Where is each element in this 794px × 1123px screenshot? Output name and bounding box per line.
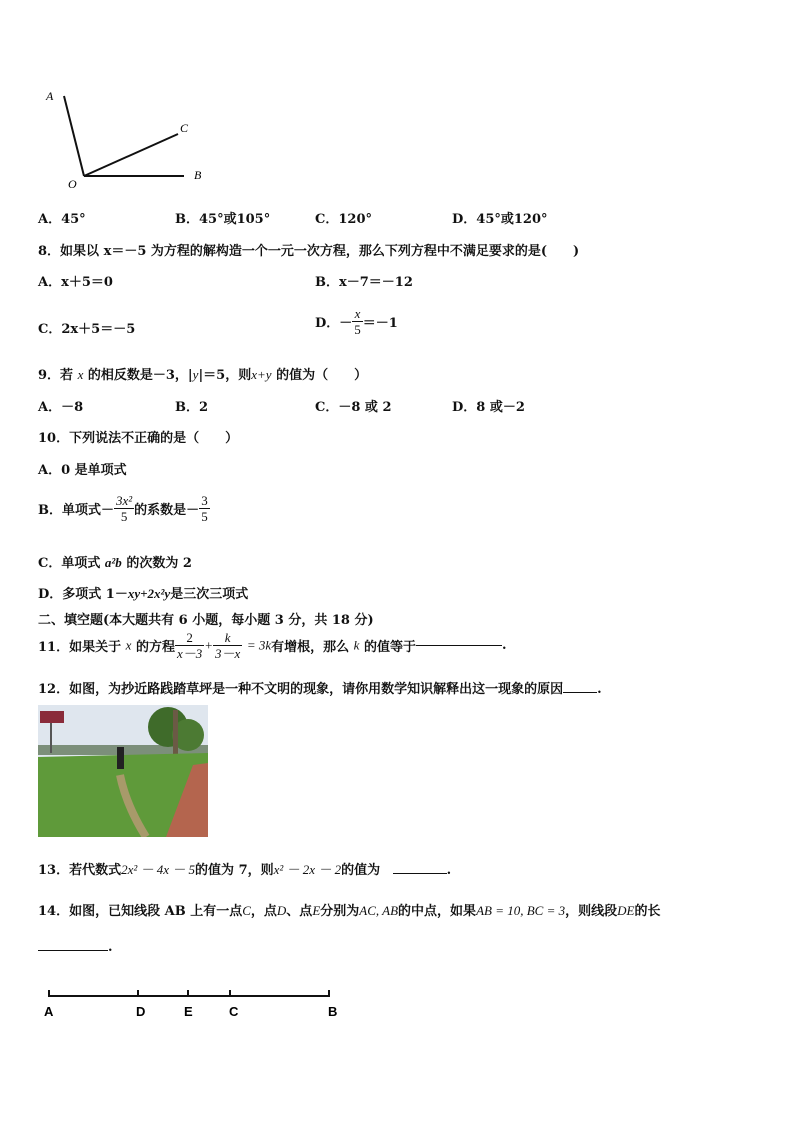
- q7-option-a: A．45°: [38, 212, 86, 227]
- q11-fraction-1: $\frac{2}{x-3}$: [176, 630, 203, 661]
- billboard: [40, 711, 64, 723]
- q7-option-d: D．45°或120°: [452, 212, 548, 227]
- q7-option-b: B．45°或105°: [175, 212, 271, 227]
- q10-b-fraction-2: $\frac{3}{5}$: [201, 493, 208, 524]
- q11-answer-blank[interactable]: [416, 645, 502, 646]
- section-heading: 二、填空题(本大题共有 6 小题，每小题 3 分，共 18 分): [38, 613, 374, 628]
- q7-option-c: C．120°: [315, 212, 372, 227]
- q9-stem: 9．若 x 的相反数是－3，|y|＝5，则x+y 的值为（ ）: [38, 367, 368, 383]
- label-O: O: [68, 177, 77, 191]
- q12-stem: 12．如图，为抄近路践踏草坪是一种不文明的现象，请你用数学知识解释出这一现象的原因 .: [38, 682, 602, 697]
- seg-label-B: B: [328, 1004, 338, 1019]
- seg-label-D: D: [136, 1004, 146, 1019]
- label-B: B: [194, 168, 202, 182]
- q11: 11．如果关于 x 的方程 $\frac{2}{x-3}$ + $\frac{k}{3-x}$ = 3k有增根，那么 k 的值等于 .: [38, 630, 507, 661]
- q8-option-b: B．x－7＝－12: [315, 275, 413, 290]
- q9-option-a: A．－8: [38, 400, 84, 415]
- q12-answer-blank[interactable]: [563, 680, 597, 693]
- seg-label-C: C: [229, 1004, 239, 1019]
- q14-answer-blank[interactable]: [38, 938, 108, 951]
- seg-label-E: E: [184, 1004, 193, 1019]
- q13: 13．若代数式2x² － 4x － 5的值为 7，则x² － 2x － 2的值为 .: [38, 862, 452, 878]
- q9-option-d: D．8 或－2: [452, 400, 525, 415]
- lawn-photo: [38, 705, 208, 837]
- q10-option-d: D．多项式 1－xy+2x²y是三次三项式: [38, 586, 249, 602]
- q10-option-c: C．单项式 a²b 的次数为 2: [38, 555, 192, 571]
- segment-figure: [40, 984, 350, 1024]
- q8-stem: 8．如果以 x＝－5 为方程的解构造一个一元一次方程，那么下列方程中不满足要求的是( ): [38, 244, 580, 259]
- seg-label-A: A: [44, 1004, 54, 1019]
- q8-option-c: C．2x＋5＝－5: [38, 322, 136, 337]
- q10-stem: 10．下列说法不正确的是（ ）: [38, 431, 239, 446]
- label-C: C: [180, 121, 189, 135]
- q13-answer-blank[interactable]: [393, 861, 447, 874]
- q9-option-c: C．－8 或 2: [315, 400, 392, 415]
- angle-figure: [40, 84, 220, 194]
- ray-OC: [84, 134, 178, 176]
- q8-option-a: A．x＋5＝0: [38, 275, 113, 290]
- person: [117, 747, 124, 769]
- q11-fraction-2: $\frac{k}{3-x}$: [215, 630, 241, 661]
- q8-option-d: D．－ $\frac{x}{5}$ ＝－1: [315, 306, 398, 337]
- billboard-pole: [50, 723, 52, 753]
- q14: 14．如图，已知线段 AB 上有一点C，点D、点E分别为AC, AB的中点，如果AB = 10, BC = 3，则线段DE的长: [38, 903, 661, 919]
- q8-d-fraction: $\frac{x}{5}$: [354, 306, 361, 337]
- q10-option-a: A．0 是单项式: [38, 463, 127, 478]
- q9-option-b: B．2: [175, 400, 209, 415]
- q10-option-b: B．单项式－ $\frac{\text{3x²}}{5}$ 的系数是－ $\frac{3}{5}$: [38, 493, 208, 524]
- ray-OA: [64, 96, 84, 176]
- q10-b-fraction-1: $\frac{\text{3x²}}{5}$: [116, 493, 133, 524]
- q14-blank-line: .: [38, 938, 113, 955]
- label-A: A: [46, 89, 54, 103]
